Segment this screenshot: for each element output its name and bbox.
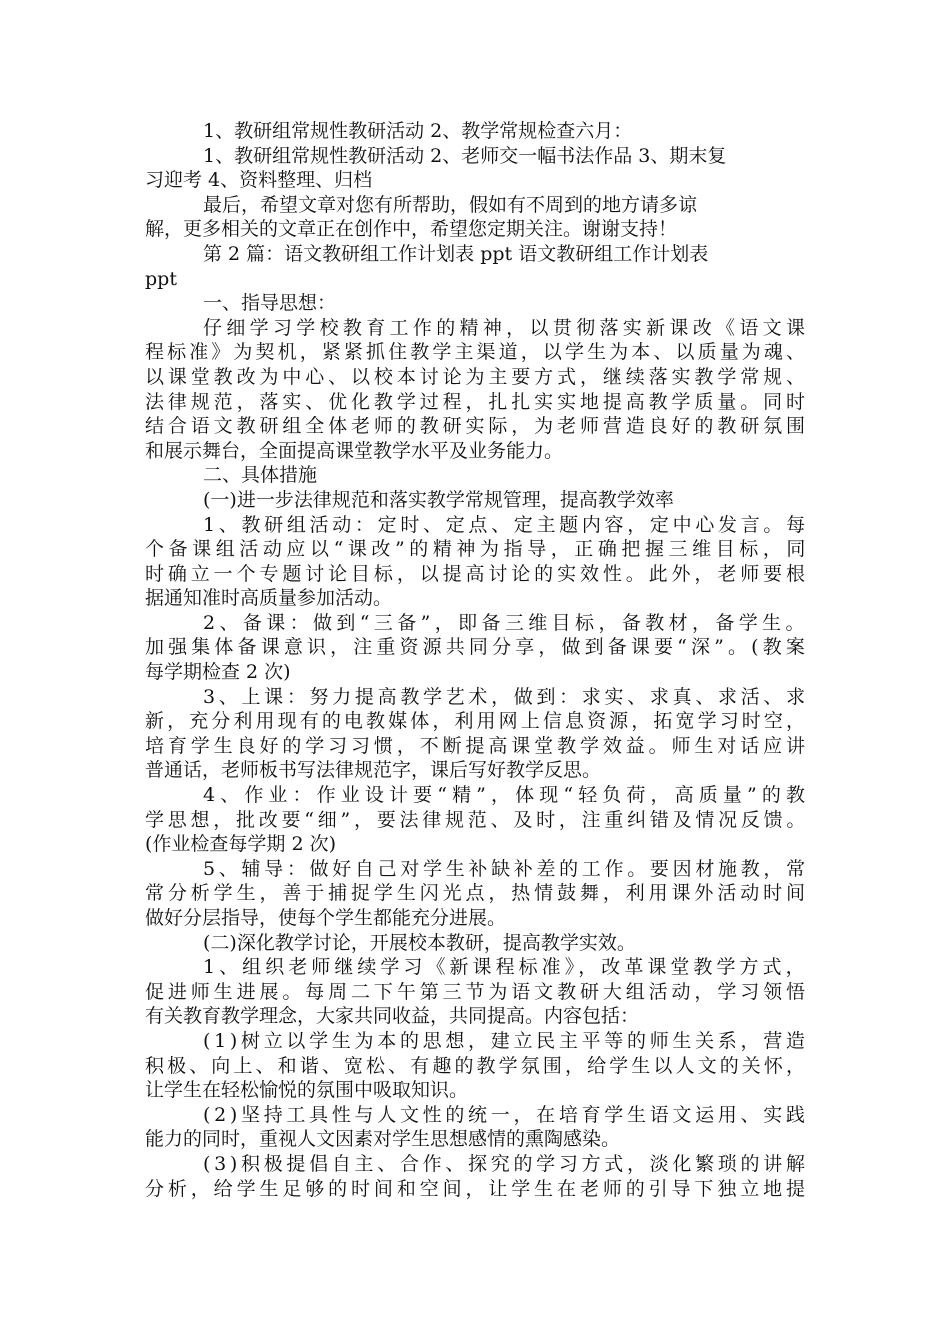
- text-line: 让学生在轻松愉悦的氛围中吸取知识。: [145, 1079, 469, 1102]
- text-line: 培育学生良好的学习习惯，不断提高课堂教学效益。师生对话应讲: [145, 734, 809, 757]
- text-line: 每学期检查 2 次): [145, 661, 291, 684]
- text-line: 习迎考 4、资料整理、归档: [145, 169, 373, 192]
- text-line: 解，更多相关的文章正在创作中，希望您定期关注。谢谢支持！: [145, 218, 678, 241]
- text-line: 3、上课：努力提高教学艺术，做到：求实、求真、求活、求: [203, 685, 809, 708]
- text-line: 普通话，老师板书写法律规范字，课后写好教学反思。: [145, 759, 602, 782]
- text-line: 能力的同时，重视人文因素对学生思想感情的熏陶感染。: [145, 1128, 621, 1151]
- text-line: (一)进一步法律规范和落实教学常规管理，提高教学效率: [203, 488, 674, 511]
- text-line: 1、教研组活动：定时、定点、定主题内容，定中心发言。每: [203, 513, 809, 536]
- text-line: 据通知准时高质量参加活动。: [145, 587, 393, 610]
- text-line: 二、具体措施: [203, 464, 318, 487]
- text-line: 积极、向上、和谐、宽松、有趣的教学氛围，给学生以人文的关怀，: [145, 1054, 809, 1077]
- text-line: 加强集体备课意识，注重资源共同分享，做到备课要“深”。(教案: [145, 636, 809, 659]
- text-line: (作业检查每学期 2 次): [145, 833, 336, 856]
- text-line: 2、备课：做到“三备”，即备三维目标，备教材，备学生。: [203, 611, 809, 634]
- text-line: ppt: [145, 267, 177, 290]
- text-line: 第 2 篇：语文教研组工作计划表 ppt 语文教研组工作计划表: [203, 242, 709, 265]
- text-line: 程标准》为契机，紧紧抓住教学主渠道，以学生为本、以质量为魂、: [145, 341, 809, 364]
- text-line: 1、组织老师继续学习《新课程标准》，改革课堂教学方式，: [203, 956, 809, 979]
- text-line: 5、辅导：做好自己对学生补缺补差的工作。要因材施教，常: [203, 857, 809, 880]
- text-line: 常分析学生，善于捕捉学生闪光点，热情鼓舞，利用课外活动时间: [145, 882, 809, 905]
- text-line: 一、指导思想：: [203, 292, 337, 315]
- text-line: 分析，给学生足够的时间和空间，让学生在老师的引导下独立地提: [145, 1177, 809, 1200]
- text-line: (3)积极提倡自主、合作、探究的学习方式，淡化繁琐的讲解: [203, 1152, 809, 1175]
- text-line: 最后，希望文章对您有所帮助，假如有不周到的地方请多谅: [203, 193, 698, 216]
- text-line: 有关教育教学理念，大家共同收益，共同提高。内容包括：: [145, 1005, 640, 1028]
- text-line: 做好分层指导，使每个学生都能充分进展。: [145, 907, 507, 929]
- text-line: 以课堂教改为中心、以校本讨论为主要方式，继续落实教学常规、: [145, 365, 809, 388]
- text-line: 和展示舞台，全面提高课堂教学水平及业务能力。: [145, 439, 564, 462]
- text-line: 法律规范，落实、优化教学过程，扎扎实实地提高教学质量。同时: [145, 390, 809, 413]
- text-line: 仔细学习学校教育工作的精神，以贯彻落实新课改《语文课: [203, 316, 810, 339]
- text-line: 4、作业：作业设计要“精”，体现“轻负荷，高质量”的教: [203, 784, 811, 807]
- text-line: 时确立一个专题讨论目标，以提高讨论的实效性。此外，老师要根: [145, 562, 809, 585]
- text-line: 个备课组活动应以“课改”的精神为指导，正确把握三维目标，同: [145, 538, 810, 561]
- text-line: (二)深化教学讨论，开展校本教研，提高教学实效。: [203, 931, 636, 954]
- text-line: 新，充分利用现有的电教媒体，利用网上信息资源，拓宽学习时空，: [145, 710, 809, 733]
- text-line: 1、教研组常规性教研活动 2、老师交一幅书法作品 3、期末复: [203, 144, 727, 167]
- text-line: 结合语文教研组全体老师的教研实际，为老师营造良好的教研氛围: [145, 415, 809, 438]
- text-line: 1、教研组常规性教研活动 2、教学常规检查六月：: [203, 120, 633, 142]
- document-page: [145, 119, 811, 1201]
- text-line: (1)树立以学生为本的思想，建立民主平等的师生关系，营造: [203, 1029, 809, 1052]
- text-line: 促进师生进展。每周二下午第三节为语文教研大组活动，学习领悟: [145, 980, 809, 1003]
- text-line: 学思想，批改要“细”，要法律规范、及时，注重纠错及情况反馈。: [145, 808, 810, 831]
- text-line: (2)坚持工具性与人文性的统一，在培育学生语文运用、实践: [203, 1103, 809, 1126]
